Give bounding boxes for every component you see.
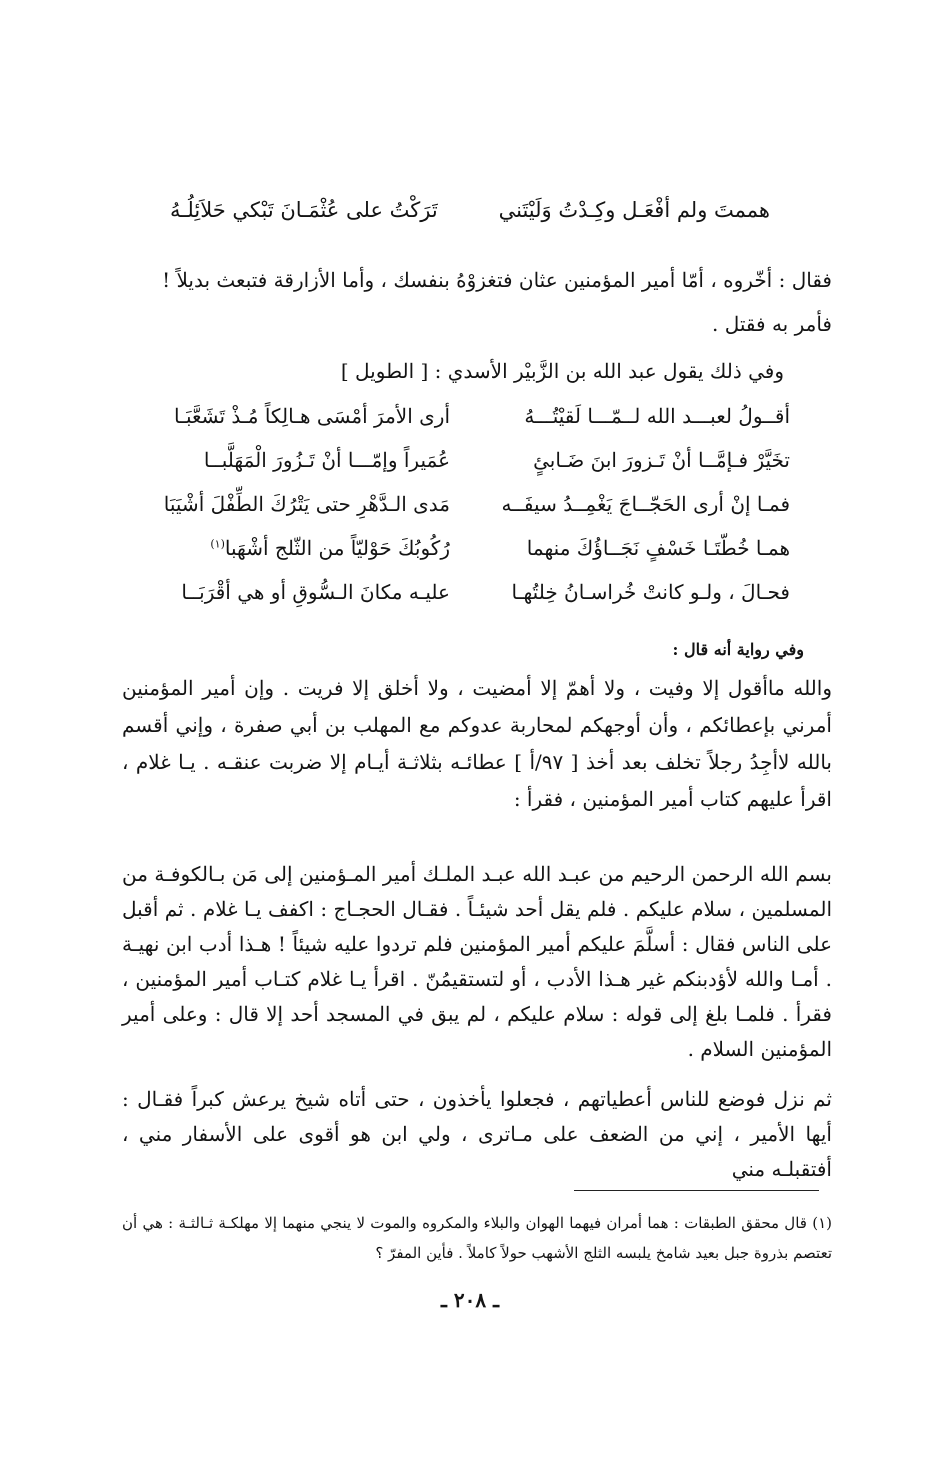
verse-hemistich-second: تَرَكْتُ على عُثْمَـانَ تَبْكي حَلاَئِلُـهُ	[170, 198, 438, 222]
paragraph-1	[122, 258, 832, 346]
opening-verse	[170, 198, 770, 238]
poem-line	[150, 536, 790, 580]
poem-ajuz: أرى الأمرَ أمْسَى هـالِكاً مُـذْ تَشَعَّبَـا	[174, 404, 450, 428]
footnote: (١) قال محقق الطبقات : هما أمران فيهما الهوان والبلاء والمكروه والموت لا ينجي منهما إلا مهلكـة ثـالثـة : هي أن تعتصم بذروة جبل بعيد شامخ يلبسه الثلج الأشهب حولاً كاملاً . فأين المفرّ ؟	[122, 1214, 832, 1262]
paragraph-1-continuation: فأمر به فقتل .	[712, 312, 832, 336]
poem-line	[150, 492, 790, 536]
paragraph-4: بسم الله الرحمن الرحيم من عبـد الله عبـد الملـك أمير المـؤمنين إلى مَن بـالكوفـة من المسلمين ، سلام عليكم . فلم يقل أحد شيئـاً . فقـال الحجـاج : اكفف يـا غلام . ثم أقبل على الناس فقال : أسلَّمَ عليكم أمير المؤمنين فلم تردوا عليه شيئاً ! هـذا أدب ابن نهيـة . أمـا والله لأؤدبنكم غير هـذا الأدب ، أو لتستقيمُنّ . اقرأ يـا غلام كتـاب أمير المؤمنين ، فقرأ . فلمـا بلغ إلى قوله : سلام عليكم ، لم يبق في المسجد أحد إلا قال : وعلى أمير المؤمنين السلام .	[122, 862, 832, 1061]
footnote-marker: (١)	[210, 537, 225, 551]
poem-sadr: أقــولُ لعبـــد الله لــمّـــا لَقيْتُـــهُ	[524, 404, 790, 428]
poem-ajuz	[150, 536, 450, 560]
poem-sadr: تخَيَّرْ فـإمَّــا أنْ تَـزورَ ابنَ ضَـابئٍ	[533, 448, 790, 472]
poem-line	[150, 448, 790, 492]
poem-ajuz: عليـه مكانَ الـسُّوقِ أو هي أقْرَبَــا	[181, 580, 450, 604]
poem-sadr: همـا خُطّتَـا خَسْفٍ نَجَــاؤُكَ منهما	[526, 536, 790, 560]
page-number: ـ ٢٠٨ ـ	[441, 1288, 499, 1312]
poem-ajuz-text: رُكُوبُكَ حَوْليّاً من الثّلج أشْهَبا	[224, 536, 450, 560]
paragraph-1-text: فقال : أخّروه ، أمّا أمير المؤمنين عثان فتغزوْهُ بنفسك ، وأما الأزارقة فتبعث بديلاً !	[162, 268, 832, 292]
poem-ajuz: عُمَيراً وإمّـــا أنْ تَـزُورَ الْمَهَلَّبــا	[203, 448, 450, 472]
poem	[150, 404, 790, 624]
verse-hemistich-first: هممتَ ولم أفْعَـل وكِـدْتُ وَلَيْتَني	[498, 198, 770, 222]
paragraph-5: ثم نزل فوضع للناس أعطياتهم ، فجعلوا يأخذون ، حتى أتاه شيخ يرعش كبراً فقـال : أيها الأمير ، إني من الضعف على مـاترى ، ولي ابن هو أقوى على الأسفار مني ، أفتقبلـه مني	[122, 1087, 832, 1181]
footnote-separator	[574, 1190, 819, 1191]
riwaya-label: وفي رواية أنه قال :	[672, 640, 804, 659]
poem-ajuz: مَدى الـدَّهْرِ حتى يَتْرُكَ الطِّفْلَ أشْيَبَا	[163, 492, 450, 516]
poem-sadr: فمـا إنْ أرى الحَجّــاجَ يَغْمِــدُ سيفَــه	[501, 492, 790, 516]
poem-sadr: فحـالَ ، ولـو كانتْ خُراسـانُ خِلتُهـا	[511, 580, 790, 604]
poem-line	[150, 404, 790, 448]
paragraph-3: والله ماأقول إلا وفيت ، ولا أهمّ إلا أمضيت ، ولا أخلق إلا فريت . وإن أمير المؤمنين أمرني بإعطائكم ، وأن أوجهكم لمحاربة عدوكم مع المهلب بن أبي صفرة ، وإني أقسم بالله لاأجِدُ رجلاً تخلف بعد أخذ [ ٩٧/أ ] عطائـه بثلاثـة أيـام إلا ضربت عنقـه . يـا غلام ، اقرأ عليهم كتاب أمير المؤمنين ، فقرأ :	[122, 676, 832, 811]
paragraph-2: وفي ذلك يقول عبد الله بن الزَّبيْر الأسدي : [ الطويل ]	[340, 359, 784, 383]
poem-line	[150, 580, 790, 624]
